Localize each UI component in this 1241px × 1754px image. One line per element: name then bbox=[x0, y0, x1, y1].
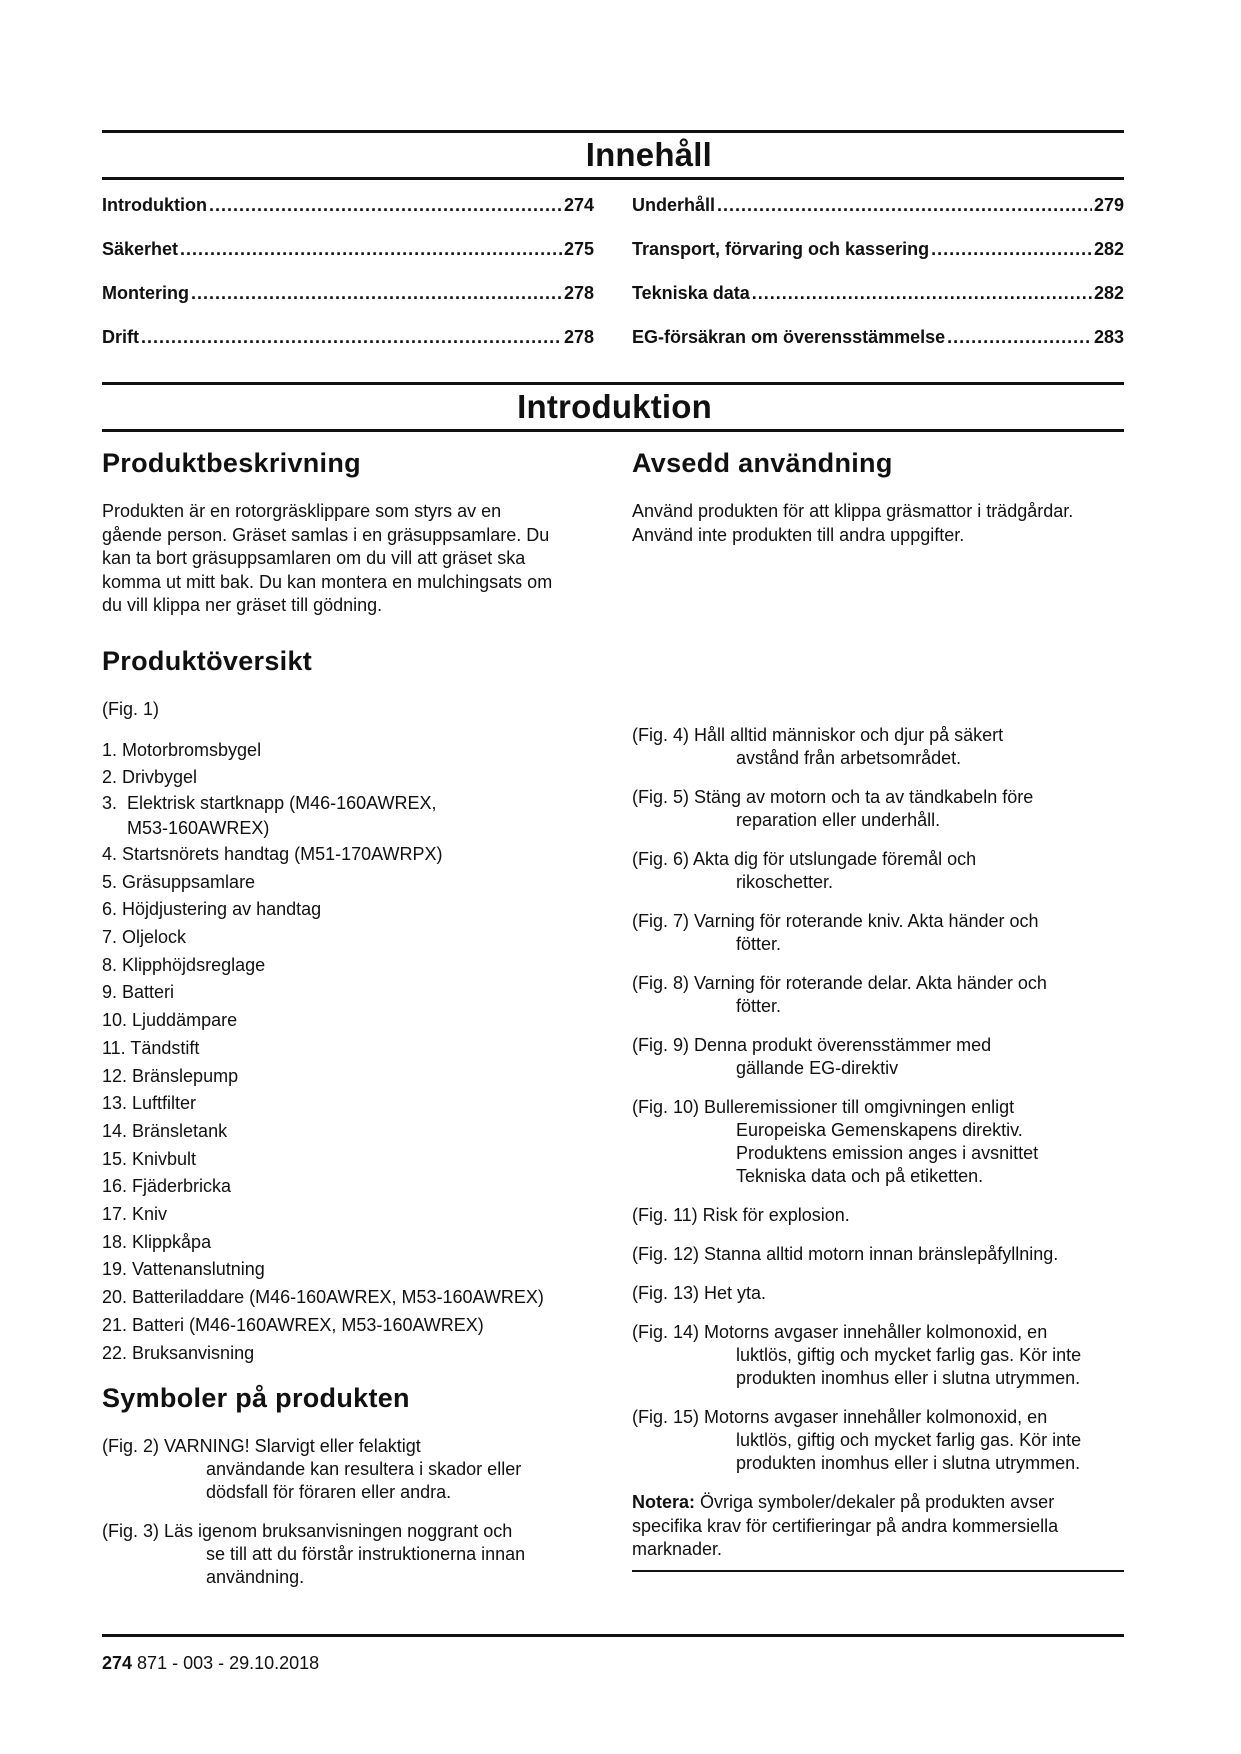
symbol-text: Produktens emission anges i avsnittet bbox=[736, 1143, 1039, 1163]
note-label: Notera: bbox=[632, 1492, 696, 1512]
toc-entry-label: EG-försäkran om överensstämmelse bbox=[632, 327, 946, 347]
text-line: komma ut mitt bak. Du kan montera en mulchingsats om bbox=[102, 571, 553, 592]
symbol-text: luktlös, giftig och mycket farlig gas. Kör inte bbox=[736, 1430, 1082, 1450]
text-line: Produkten är en rotorgräsklippare som styrs av en bbox=[102, 501, 502, 521]
symbol-text: (Fig. 14) Motorns avgaser innehåller kolmonoxid, en bbox=[632, 1322, 1048, 1342]
symbol-entry bbox=[632, 1243, 1124, 1266]
symbol-entry bbox=[632, 1282, 1124, 1305]
symbol-text: (Fig. 5) Stäng av motorn och ta av tändkabeln före bbox=[632, 787, 1034, 807]
toc-leader bbox=[947, 326, 1092, 348]
page-footer bbox=[102, 1634, 1124, 1674]
toc-right-column bbox=[632, 192, 1124, 368]
toc-entry-page: 283 bbox=[1093, 327, 1124, 347]
symbol-entry bbox=[632, 1096, 1124, 1188]
toc-entry-page: 282 bbox=[1093, 239, 1124, 259]
spacer bbox=[632, 547, 1124, 724]
toc-leader bbox=[209, 194, 562, 216]
symbol-text: (Fig. 12) Stanna alltid motorn innan bränslepåfyllning. bbox=[632, 1244, 1059, 1264]
toc-entry[interactable] bbox=[102, 192, 594, 236]
text-line: Använd produkten för att klippa gräsmattor i trädgårdar. bbox=[632, 501, 1074, 521]
symbol-text: (Fig. 9) Denna produkt överensstämmer med bbox=[632, 1035, 992, 1055]
parts-list bbox=[102, 737, 594, 1368]
document-id: 871 - 003 - 29.10.2018 bbox=[132, 1653, 320, 1673]
toc-entry-label: Säkerhet bbox=[102, 239, 179, 259]
list-item: 6. Höjdjustering av handtag bbox=[102, 899, 322, 920]
figure-reference: (Fig. 1) bbox=[102, 698, 160, 719]
toc-leader bbox=[180, 238, 562, 260]
symbols-heading: Symboler på produkten bbox=[102, 1383, 410, 1414]
toc-left-column bbox=[102, 192, 594, 368]
symbol-text: Europeiska Gemenskapens direktiv. bbox=[736, 1120, 1023, 1140]
list-item: 19. Vattenanslutning bbox=[102, 1259, 265, 1280]
toc-entry-page: 279 bbox=[1093, 195, 1124, 215]
toc-entry[interactable] bbox=[102, 236, 594, 280]
toc-entry[interactable] bbox=[632, 192, 1124, 236]
symbol-text: (Fig. 3) Läs igenom bruksanvisningen noggrant och bbox=[102, 1521, 513, 1542]
list-item: 15. Knivbult bbox=[102, 1148, 197, 1169]
list-item: 14. Bränsletank bbox=[102, 1120, 228, 1141]
symbol-text: rikoschetter. bbox=[736, 872, 834, 892]
symbol-text: användande kan resultera i skador eller bbox=[206, 1459, 522, 1480]
symbol-entry bbox=[632, 724, 1124, 770]
symbol-entry bbox=[632, 1204, 1124, 1227]
symbol-text: gällande EG-direktiv bbox=[736, 1058, 899, 1078]
toc-entry-page: 282 bbox=[1093, 283, 1124, 303]
toc-entry-label: Drift bbox=[102, 327, 139, 347]
symbol-text: (Fig. 8) Varning för roterande delar. Akta händer och bbox=[632, 973, 1047, 993]
toc-entry-label: Tekniska data bbox=[632, 283, 750, 303]
list-item: 7. Oljelock bbox=[102, 927, 187, 948]
toc-entry[interactable] bbox=[102, 324, 594, 368]
text-line: kan ta bort gräsuppsamlaren om du vill att gräset ska bbox=[102, 548, 526, 568]
page bbox=[102, 130, 1124, 1605]
note-text: Övriga symboler/dekaler på produkten avser bbox=[695, 1492, 1055, 1512]
symbol-text: fötter. bbox=[736, 934, 782, 954]
text-line: gående person. Gräset samlas i en gräsuppsamlare. Du bbox=[102, 524, 550, 545]
toc-entry[interactable] bbox=[632, 324, 1124, 368]
list-item: 12. Bränslepump bbox=[102, 1065, 239, 1086]
symbol-text: (Fig. 10) Bulleremissioner till omgivningen enligt bbox=[632, 1097, 1015, 1117]
product-overview-heading: Produktöversikt bbox=[102, 645, 313, 676]
symbol-text: (Fig. 6) Akta dig för utslungade föremål och bbox=[632, 849, 977, 869]
intro-columns bbox=[102, 446, 1124, 1605]
footer-rule bbox=[102, 1634, 1124, 1637]
toc-title: Innehåll bbox=[585, 136, 712, 173]
list-item: 18. Klippkåpa bbox=[102, 1231, 212, 1252]
symbol-text: dödsfall för föraren eller andra. bbox=[206, 1482, 452, 1503]
intended-use-text bbox=[632, 500, 1124, 547]
intro-title: Introduktion bbox=[517, 388, 712, 425]
symbol-text: luktlös, giftig och mycket farlig gas. Kör inte bbox=[736, 1345, 1082, 1365]
symbol-entry bbox=[102, 1520, 594, 1589]
list-item: 21. Batteri (M46-160AWREX, M53-160AWREX) bbox=[102, 1314, 484, 1335]
symbol-text: fötter. bbox=[736, 996, 782, 1016]
list-item: 3. Elektrisk startknapp (M46-160AWREX, bbox=[102, 792, 437, 813]
symbol-text: (Fig. 13) Het yta. bbox=[632, 1283, 767, 1303]
left-column bbox=[102, 446, 594, 1605]
toc-entry-page: 274 bbox=[563, 195, 594, 215]
symbol-text: se till att du förstår instruktionerna innan bbox=[206, 1544, 526, 1565]
symbol-text: (Fig. 2) VARNING! Slarvigt eller felaktigt bbox=[102, 1436, 421, 1457]
right-column bbox=[632, 446, 1124, 1605]
symbol-entry bbox=[632, 972, 1124, 1018]
toc-entry-page: 278 bbox=[563, 283, 594, 303]
intended-use-heading: Avsedd användning bbox=[632, 448, 893, 478]
symbol-text: produkten inomhus eller i slutna utrymmen. bbox=[736, 1368, 1081, 1388]
symbol-entry bbox=[632, 1406, 1124, 1475]
note-text: marknader. bbox=[632, 1539, 723, 1559]
symbol-entry bbox=[632, 848, 1124, 894]
product-description-text bbox=[102, 500, 594, 618]
list-item: 17. Kniv bbox=[102, 1204, 168, 1225]
toc-entry-label: Underhåll bbox=[632, 195, 716, 215]
symbol-text: (Fig. 11) Risk för explosion. bbox=[632, 1205, 850, 1225]
list-item: 2. Drivbygel bbox=[102, 767, 198, 788]
note-block bbox=[632, 1491, 1124, 1572]
list-item: 11. Tändstift bbox=[102, 1037, 200, 1058]
toc-title-rule bbox=[102, 177, 1124, 180]
toc-entry[interactable] bbox=[632, 280, 1124, 324]
symbol-text: (Fig. 15) Motorns avgaser innehåller kolmonoxid, en bbox=[632, 1407, 1048, 1427]
list-item: 13. Luftfilter bbox=[102, 1093, 197, 1114]
symbol-entry bbox=[632, 910, 1124, 956]
list-item: 8. Klipphöjdsreglage bbox=[102, 954, 266, 975]
footer-text bbox=[102, 1653, 1124, 1674]
text-line: Använd inte produkten till andra uppgifter. bbox=[632, 524, 965, 545]
toc-entry-page: 278 bbox=[563, 327, 594, 347]
list-item: 16. Fjäderbricka bbox=[102, 1176, 232, 1197]
toc-entry-label: Introduktion bbox=[102, 195, 207, 215]
symbol-text: (Fig. 7) Varning för roterande kniv. Akta händer och bbox=[632, 911, 1039, 931]
page-number: 274 bbox=[102, 1653, 133, 1673]
toc-leader bbox=[717, 194, 1092, 216]
toc-entry-label: Transport, förvaring och kassering bbox=[632, 239, 930, 259]
symbol-text: reparation eller underhåll. bbox=[736, 810, 941, 830]
toc-entry[interactable] bbox=[632, 236, 1124, 280]
text-line: du vill klippa ner gräset till gödning. bbox=[102, 595, 383, 615]
toc-entry-page: 275 bbox=[563, 239, 594, 259]
symbol-entry bbox=[632, 786, 1124, 832]
toc-entry[interactable] bbox=[102, 280, 594, 324]
list-item: 20. Batteriladdare (M46-160AWREX, M53-160AWREX) bbox=[102, 1287, 544, 1308]
symbol-text: Tekniska data och på etiketten. bbox=[736, 1166, 984, 1186]
list-item: 1. Motorbromsbygel bbox=[102, 739, 262, 760]
list-item: M53-160AWREX) bbox=[102, 817, 270, 838]
list-item: 22. Bruksanvisning bbox=[102, 1342, 255, 1363]
note-text: specifika krav för certifieringar på andra kommersiella bbox=[632, 1515, 1059, 1536]
symbol-text: användning. bbox=[206, 1567, 305, 1588]
symbol-entry bbox=[632, 1321, 1124, 1390]
list-item: 9. Batteri bbox=[102, 982, 175, 1003]
intro-title-rule bbox=[102, 429, 1124, 432]
symbol-text: (Fig. 4) Håll alltid människor och djur på säkert bbox=[632, 725, 1004, 745]
symbol-text: avstånd från arbetsområdet. bbox=[736, 748, 962, 768]
symbol-entry bbox=[102, 1435, 594, 1504]
list-item: 10. Ljuddämpare bbox=[102, 1010, 238, 1031]
list-item: 4. Startsnörets handtag (M51-170AWRPX) bbox=[102, 843, 443, 864]
toc-entry-label: Montering bbox=[102, 283, 189, 303]
table-of-contents bbox=[102, 192, 1124, 368]
symbol-entry bbox=[632, 1034, 1124, 1080]
toc-leader bbox=[752, 282, 1092, 304]
toc-leader bbox=[141, 326, 562, 348]
toc-leader bbox=[931, 238, 1092, 260]
list-item: 5. Gräsuppsamlare bbox=[102, 871, 256, 892]
symbol-text: produkten inomhus eller i slutna utrymmen. bbox=[736, 1453, 1081, 1473]
toc-leader bbox=[191, 282, 562, 304]
product-description-heading: Produktbeskrivning bbox=[102, 448, 361, 478]
